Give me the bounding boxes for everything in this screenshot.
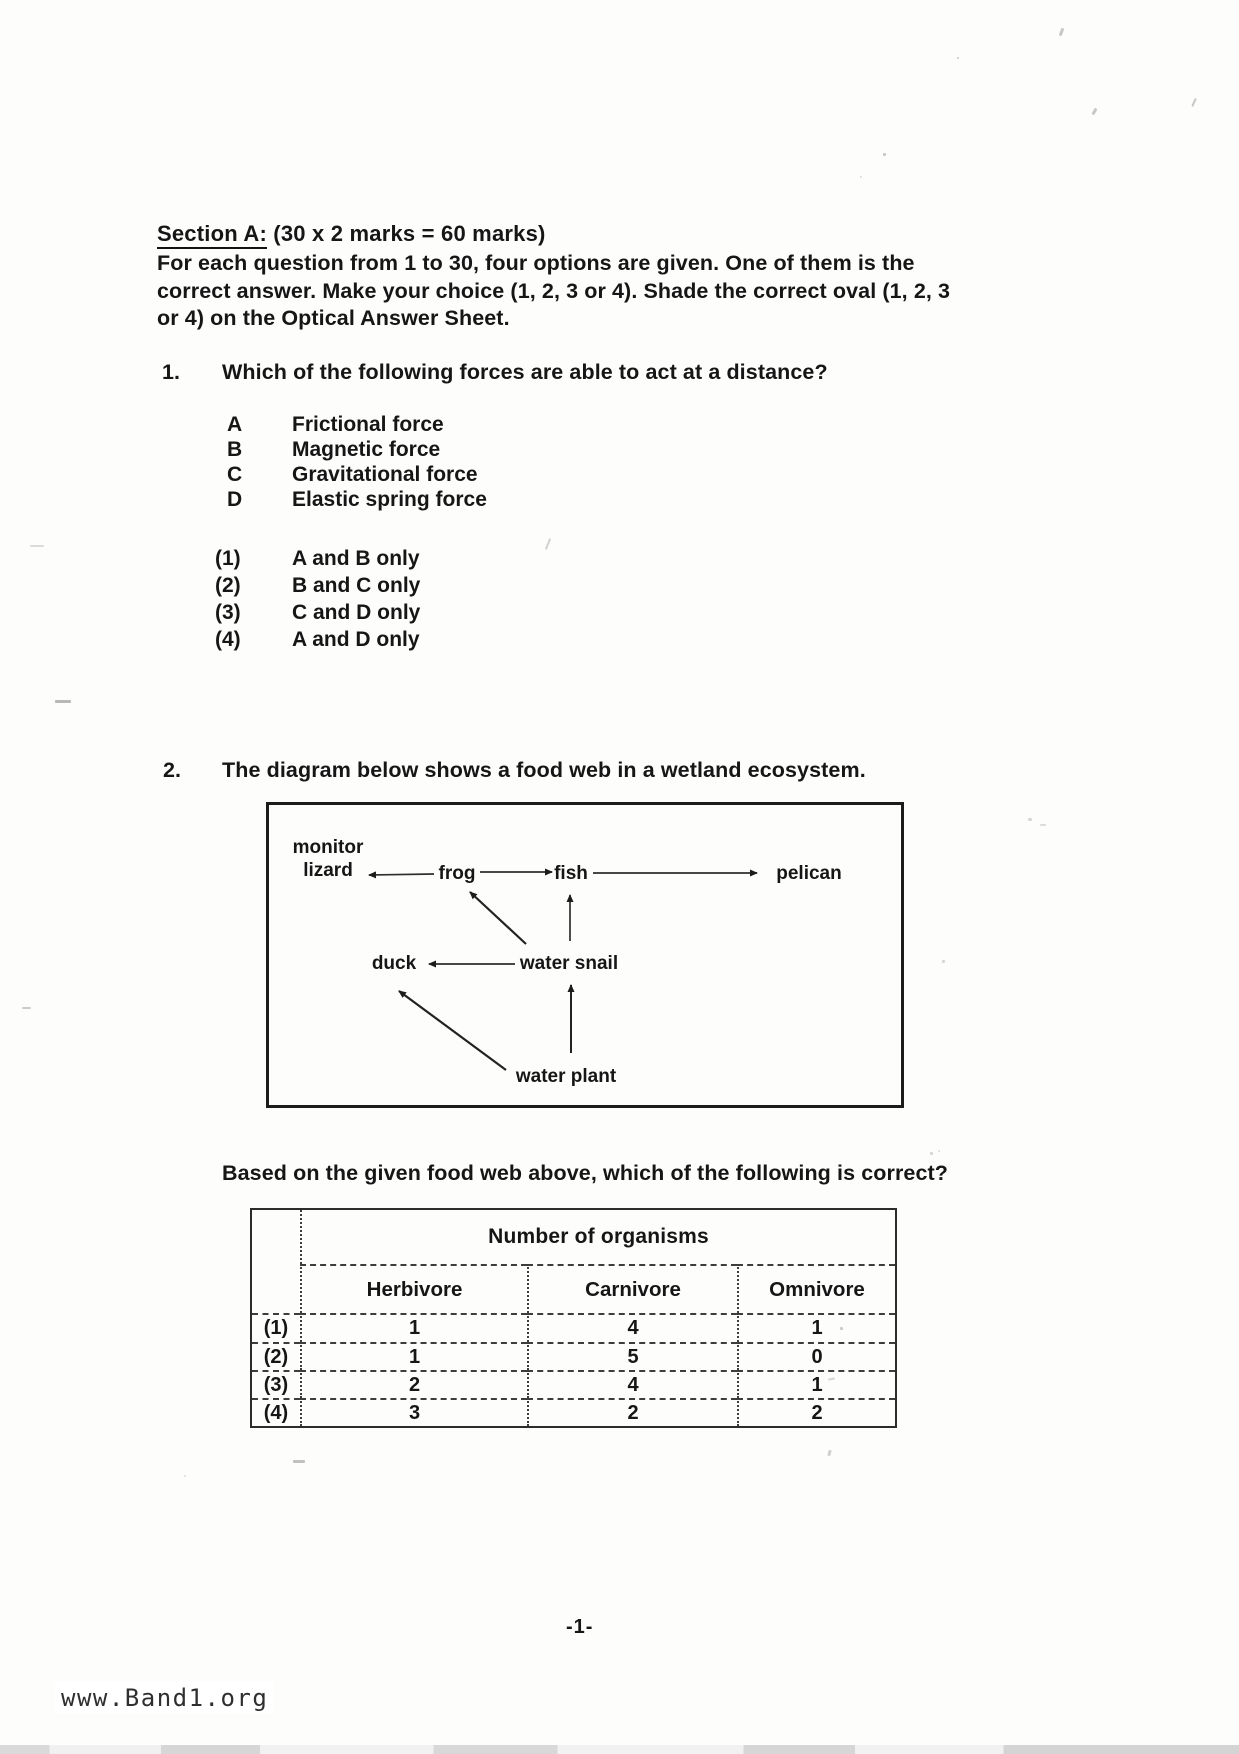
node-label-duck: duck — [371, 953, 417, 974]
question-1-text: Which of the following forces are able to act at a distance? — [222, 360, 828, 384]
scan-speck — [1028, 818, 1032, 821]
choice-number: (2) — [215, 574, 241, 597]
node-label-monitor-lizard-line1: monitor — [292, 837, 364, 858]
watermark: www.Band1.org — [55, 1682, 274, 1714]
instruction-line: For each question from 1 to 30, four options are given. One of them is the — [157, 251, 915, 275]
section-title-marks: (30 x 2 marks = 60 marks) — [266, 221, 546, 246]
choice-number: (1) — [215, 547, 241, 570]
option-label: Elastic spring force — [292, 488, 487, 511]
section-header-title — [157, 221, 546, 247]
scan-speck — [1059, 28, 1065, 37]
choice-label: B and C only — [292, 574, 421, 597]
choice-number: (3) — [215, 601, 241, 624]
question-1-number: 1. — [162, 360, 180, 384]
cell-herbivore: 3 — [300, 1398, 527, 1426]
choice-number: (4) — [215, 628, 241, 651]
section-instructions — [157, 250, 950, 333]
scan-speck — [938, 1150, 940, 1152]
node-label-pelican: pelican — [776, 863, 842, 884]
scan-speck — [293, 1460, 305, 1463]
food-web-diagram-box — [266, 802, 904, 1108]
cell-herbivore: 2 — [300, 1370, 527, 1398]
arrow-water-snail-to-frog — [470, 892, 526, 944]
row-label: (4) — [252, 1398, 300, 1426]
scan-speck — [930, 1152, 933, 1155]
option-letter: C — [227, 463, 243, 486]
row-label: (1) — [252, 1313, 300, 1342]
node-label-water-plant: water plant — [515, 1066, 617, 1087]
table-corner-cell — [252, 1264, 300, 1313]
column-header-carnivore: Carnivore — [527, 1264, 737, 1313]
node-label-water-snail: water snail — [519, 953, 619, 974]
instruction-line: or 4) on the Optical Answer Sheet. — [157, 306, 510, 330]
choice-label: A and B only — [292, 547, 420, 570]
instruction-line: correct answer. Make your choice (1, 2, 3 or 4). Shade the correct oval (1, 2, 3 — [157, 278, 951, 303]
table-corner-cell — [252, 1210, 300, 1264]
scan-speck — [1040, 824, 1046, 826]
cell-herbivore: 1 — [300, 1313, 527, 1342]
page-number: -1- — [566, 1616, 594, 1638]
cell-carnivore: 5 — [527, 1342, 737, 1370]
scan-speck — [957, 57, 959, 59]
table-group-header: Number of organisms — [300, 1210, 895, 1264]
scan-speck — [883, 153, 886, 156]
cell-carnivore: 4 — [527, 1370, 737, 1398]
scan-speck — [545, 538, 551, 550]
arrow-water-plant-to-duck — [399, 991, 506, 1070]
choice-label: C and D only — [292, 601, 421, 624]
row-label: (2) — [252, 1342, 300, 1370]
scan-speck — [30, 545, 44, 547]
row-label: (3) — [252, 1370, 300, 1398]
question-2-followup-text: Based on the given food web above, which of the following is correct? — [222, 1161, 949, 1185]
node-label-frog: frog — [438, 863, 476, 884]
cell-omnivore: 0 — [737, 1342, 895, 1370]
scan-speck — [22, 1007, 31, 1009]
scan-speck — [942, 960, 945, 963]
scan-speck — [184, 1475, 186, 1477]
option-letter: D — [227, 488, 243, 511]
column-header-herbivore: Herbivore — [300, 1264, 527, 1313]
option-letter: B — [227, 438, 243, 461]
node-label-monitor-lizard-line2: lizard — [303, 860, 353, 881]
cell-carnivore: 2 — [527, 1398, 737, 1426]
scan-speck — [1191, 98, 1197, 107]
option-label: Frictional force — [292, 413, 444, 436]
cell-carnivore: 4 — [527, 1313, 737, 1342]
organisms-table — [250, 1208, 897, 1428]
cell-omnivore: 1 — [737, 1313, 895, 1342]
choice-label: A and D only — [292, 628, 420, 651]
arrow-frog-to-monitor-lizard — [369, 874, 434, 875]
scan-speck — [55, 700, 71, 703]
scan-speck — [840, 1327, 843, 1330]
cell-omnivore: 1 — [737, 1370, 895, 1398]
section-title-underlined: Section A: — [157, 221, 267, 249]
question-2-number: 2. — [163, 758, 181, 782]
cell-omnivore: 2 — [737, 1398, 895, 1426]
cell-herbivore: 1 — [300, 1342, 527, 1370]
option-label: Gravitational force — [292, 463, 478, 486]
option-label: Magnetic force — [292, 438, 441, 461]
food-web-diagram — [269, 805, 901, 1105]
option-letter: A — [227, 413, 243, 436]
bottom-scan-band — [0, 1745, 1239, 1754]
question-2-text: The diagram below shows a food web in a wetland ecosystem. — [222, 758, 866, 782]
node-label-fish: fish — [554, 863, 588, 884]
scan-speck — [860, 176, 862, 178]
scan-speck — [827, 1450, 832, 1457]
column-header-omnivore: Omnivore — [737, 1264, 895, 1313]
scan-speck — [1091, 108, 1097, 116]
